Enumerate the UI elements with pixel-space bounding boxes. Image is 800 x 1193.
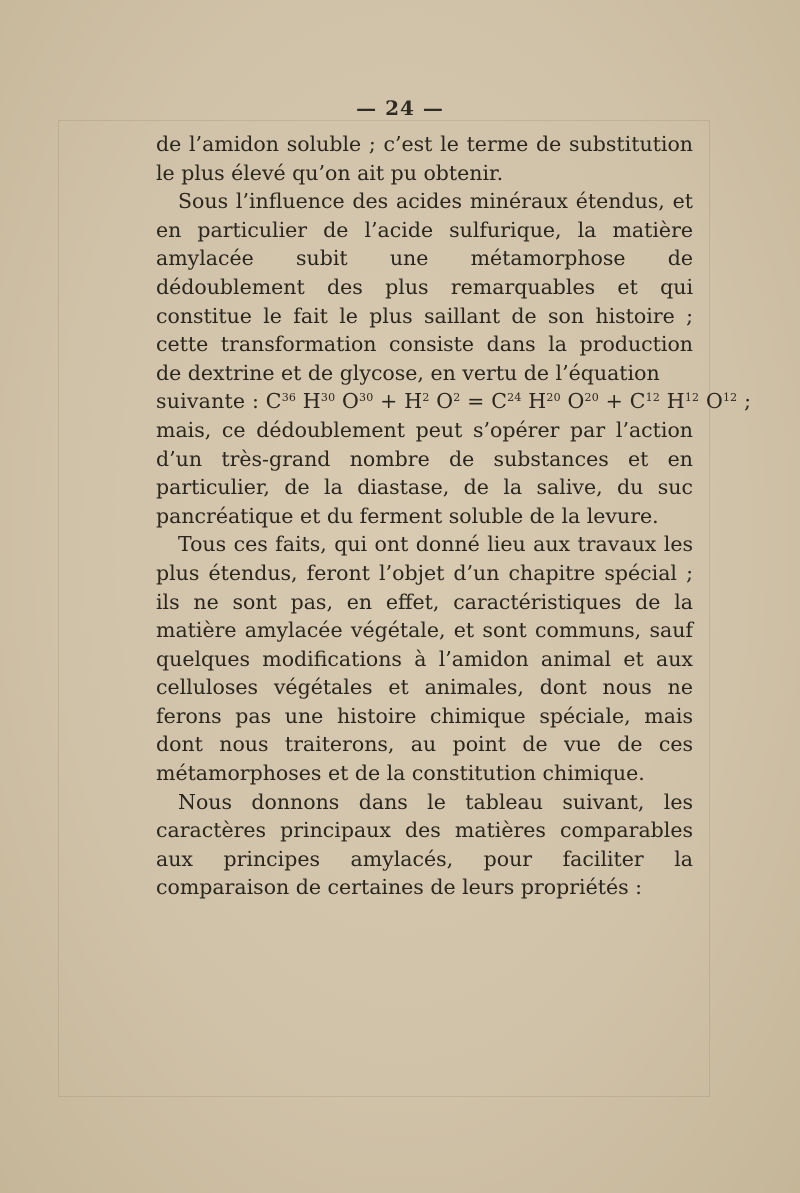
paragraph-1: de l’amidon soluble ; c’est le terme de substitution le plus élevé qu’on ait pu obtenir. bbox=[156, 132, 693, 185]
paragraph-2: Sous l’influence des acides minéraux étendus, et en particulier de l’acide sulfurique, la matière amylacée subit une métamorphose de dédoublement des plus remarquables et qui constitue le fait le plus saillant de son histoire ; cette transformation consiste dans la production de dextrine et de glycose, en vertu de l’équation bbox=[156, 189, 693, 385]
page-number: — 24 — bbox=[356, 96, 444, 120]
body-text bbox=[156, 130, 752, 902]
paragraph-2-continued: mais, ce dédoublement peut s’opérer par l’action d’un très-grand nombre de substances et en particulier, de la diastase, de la salive, du suc pancréatique et du ferment soluble de la levure. bbox=[156, 417, 693, 528]
paragraph-3: Tous ces faits, qui ont donné lieu aux travaux les plus étendus, feront l’objet d’un chapitre spécial ; ils ne sont pas, en effet, caractéristiques de la matière amylacée végétale, et sont communs, sauf quelques modifications à l’amidon animal et aux celluloses végétales et animales, dont nous ne ferons pas une histoire chimique spéciale, mais dont nous traiterons, au point de vue de ces métamorphoses et de la constitution chimique. bbox=[156, 532, 693, 786]
paragraph-4: Nous donnons dans le tableau suivant, les caractères principaux des matières comparables aux principes amylacés, pour faciliter la comparaison de certaines de leurs propriétés : bbox=[156, 789, 693, 900]
chemical-equation: suivante : $C^{36}$ $H^{30}$ $O^{30} + H^2$ $O^2 = C^{24}$ $H^{20}$ $O^{20} + C^{12}$ $H^{12}$ $O^{12}$ ; bbox=[156, 389, 752, 414]
